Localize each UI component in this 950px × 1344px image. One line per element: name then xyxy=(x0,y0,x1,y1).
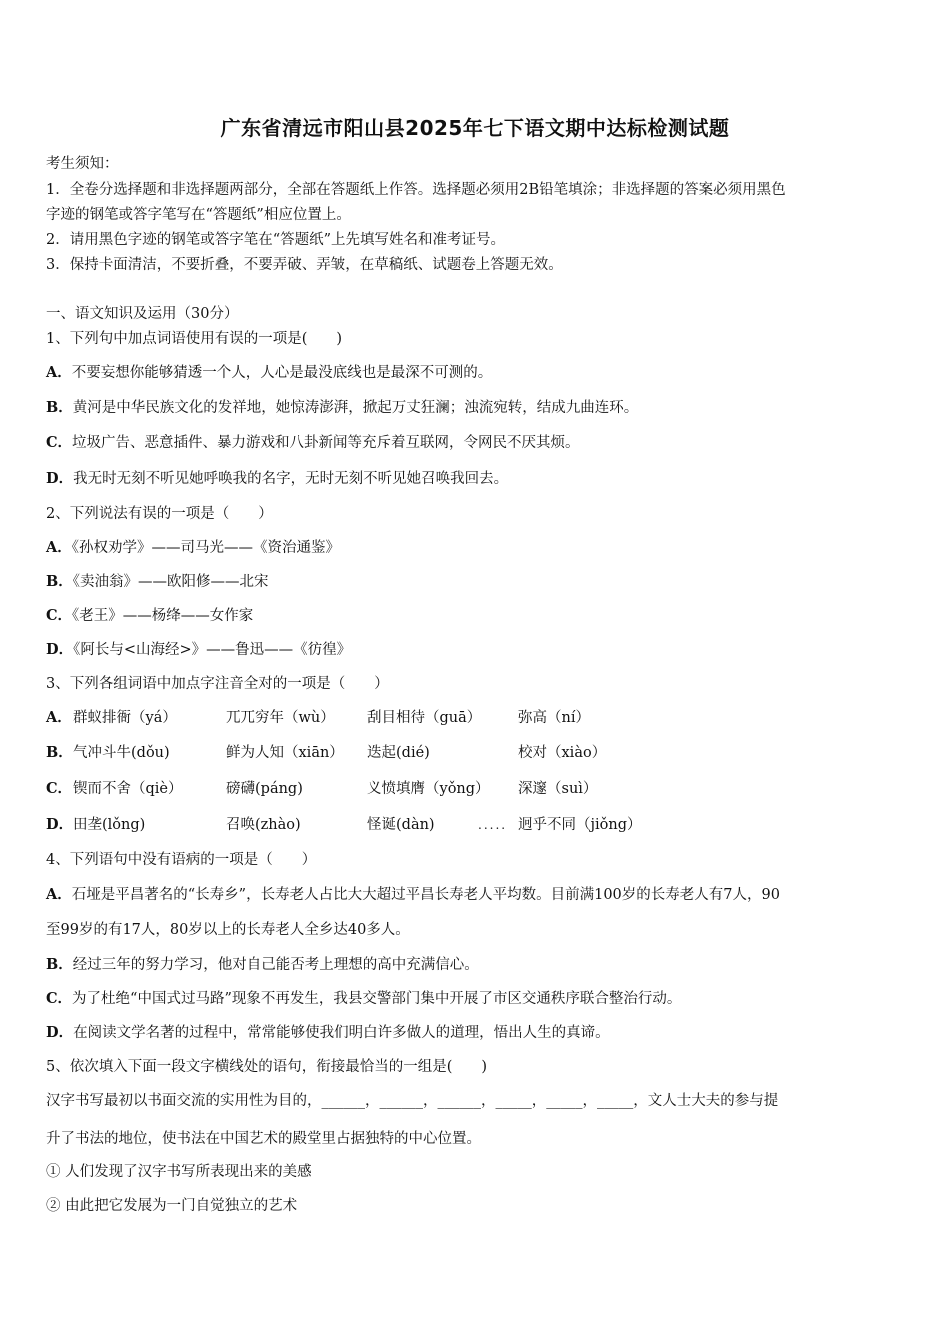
passage-line: 汉字书写最初以书面交流的实用性为目的，______，______，______，_____，_____，_____，文人士大夫的参与提 xyxy=(46,1093,779,1109)
option-text: 石垭是平昌著名的“长寿乡”，长寿老人占比大大超过平昌长寿老人平均数。目前满100岁的长寿老人有7人，90 xyxy=(71,887,780,903)
option-text: 经过三年的努力学习，他对自己能否考上理想的高中充满信心。 xyxy=(72,957,479,973)
option-label: D． xyxy=(46,1024,74,1041)
option-a xyxy=(46,883,780,904)
sentence-item: ① 人们发现了汉字书写所表现出来的美感 xyxy=(46,1164,312,1180)
notice-item: 字迹的钢笔或答字笔写在“答题纸”相应位置上。 xyxy=(46,207,351,223)
pinyin-cell: 锲而不舍（qiè） xyxy=(73,781,183,797)
question-stem: 1、下列句中加点词语使用有误的一项是( ) xyxy=(46,331,343,347)
notice-heading: 考生须知： xyxy=(46,156,119,172)
option-c xyxy=(46,604,253,625)
question-stem: 5、依次填入下面一段文字横线处的语句，衔接最恰当的一组是( ) xyxy=(46,1059,488,1075)
pinyin-cell: 迭起(dié) xyxy=(367,745,430,761)
pinyin-cell: 义愤填膺（yǒng） xyxy=(367,781,490,797)
option-text: 垃圾广告、恶意插件、暴力游戏和八卦新闻等充斥着互联网，令网民不厌其烦。 xyxy=(72,435,580,451)
pinyin-cell: 田垄(lǒng) xyxy=(73,817,146,833)
option-a xyxy=(46,536,340,557)
option-b xyxy=(46,396,638,417)
option-label: D． xyxy=(46,470,74,487)
option-text: 《卖油翁》——欧阳修——北宋 xyxy=(72,574,269,590)
option-label: C． xyxy=(46,780,73,797)
option-label: C． xyxy=(46,607,73,624)
passage-line: 升了书法的地位，使书法在中国艺术的殿堂里占据独特的中心位置。 xyxy=(46,1131,481,1147)
pinyin-cell: 迥乎不同（jiǒng） xyxy=(518,817,642,833)
question-stem: 4、下列语句中没有语病的一项是（ ） xyxy=(46,852,317,868)
emphasis-dots: ..... xyxy=(478,818,508,832)
option-c xyxy=(46,431,580,452)
sentence-item: ② 由此把它发展为一门自觉独立的艺术 xyxy=(46,1198,298,1214)
option-label: A． xyxy=(46,709,72,726)
section-heading: 一、语文知识及运用（30分） xyxy=(46,306,239,322)
pinyin-cell: 鲜为人知（xiān） xyxy=(226,745,344,761)
option-label: D． xyxy=(46,816,74,833)
question-stem: 3、下列各组词语中加点字注音全对的一项是（ ） xyxy=(46,676,389,692)
option-text: 黄河是中华民族文化的发祥地，她惊涛澎湃，掀起万丈狂澜；浊流宛转，结成九曲连环。 xyxy=(72,400,639,416)
option-label: A． xyxy=(46,364,72,381)
page-title: 广东省清远市阳山县2025年七下语文期中达标检测试题 xyxy=(220,116,730,140)
option-label: B． xyxy=(46,956,73,973)
option-text: 不要妄想你能够猜透一个人，人心是最没底线也是最深不可测的。 xyxy=(71,365,493,381)
option-label: B． xyxy=(46,573,73,590)
option-label: C． xyxy=(46,990,73,1007)
option-text: 《老王》——杨绛——女作家 xyxy=(72,608,254,624)
question-stem: 2、下列说法有误的一项是（ ） xyxy=(46,506,273,522)
option-text: 《阿长与<山海经>》——鲁迅——《彷徨》 xyxy=(73,642,352,658)
notice-item: 3．保持卡面清洁，不要折叠，不要弄破、弄皱，在草稿纸、试题卷上答题无效。 xyxy=(46,257,563,273)
option-label: B． xyxy=(46,399,73,416)
pinyin-cell: 弥高（ní） xyxy=(518,710,590,726)
option-text: 我无时无刻不听见她呼唤我的名字，无时无刻不听见她召唤我回去。 xyxy=(73,471,509,487)
option-text: 《孙权劝学》——司马光——《资治通鉴》 xyxy=(71,540,341,556)
pinyin-cell: 气冲斗牛(dǒu) xyxy=(73,745,170,761)
option-text: 为了杜绝“中国式过马路”现象不再发生，我县交警部门集中开展了市区交通秩序联合整治行动。 xyxy=(72,991,682,1007)
option-a xyxy=(46,361,492,382)
option-d xyxy=(46,467,508,488)
option-a-continued: 至99岁的有17人，80岁以上的长寿老人全乡达40多人。 xyxy=(46,922,410,938)
option-label: D． xyxy=(46,641,74,658)
notice-item: 1．全卷分选择题和非选择题两部分，全部在答题纸上作答。选择题必须用2B铅笔填涂；非选择题的答案必须用黑色 xyxy=(46,182,786,198)
pinyin-cell: 怪诞(dàn) xyxy=(367,817,435,833)
option-label: B． xyxy=(46,744,73,761)
pinyin-cell: 刮目相待（guā） xyxy=(367,710,482,726)
option-b xyxy=(46,570,269,591)
pinyin-cell: 召唤(zhào) xyxy=(226,817,301,833)
option-b xyxy=(46,953,479,974)
option-label: A． xyxy=(46,539,72,556)
option-d xyxy=(46,638,351,659)
pinyin-cell: 深邃（suì） xyxy=(518,781,598,797)
option-label: C． xyxy=(46,434,73,451)
pinyin-cell: 磅礴(páng) xyxy=(226,781,303,797)
pinyin-cell: 校对（xiào） xyxy=(518,745,607,761)
option-c xyxy=(46,987,681,1008)
notice-item: 2．请用黑色字迹的钢笔或答字笔在“答题纸”上先填写姓名和准考证号。 xyxy=(46,232,506,248)
option-label: A． xyxy=(46,886,72,903)
option-text: 在阅读文学名著的过程中，常常能够使我们明白许多做人的道理，悟出人生的真谛。 xyxy=(73,1025,610,1041)
pinyin-cell: 群蚁排衙（yá） xyxy=(73,710,177,726)
option-d xyxy=(46,1021,610,1042)
pinyin-cell: 兀兀穷年（wù） xyxy=(226,710,335,726)
